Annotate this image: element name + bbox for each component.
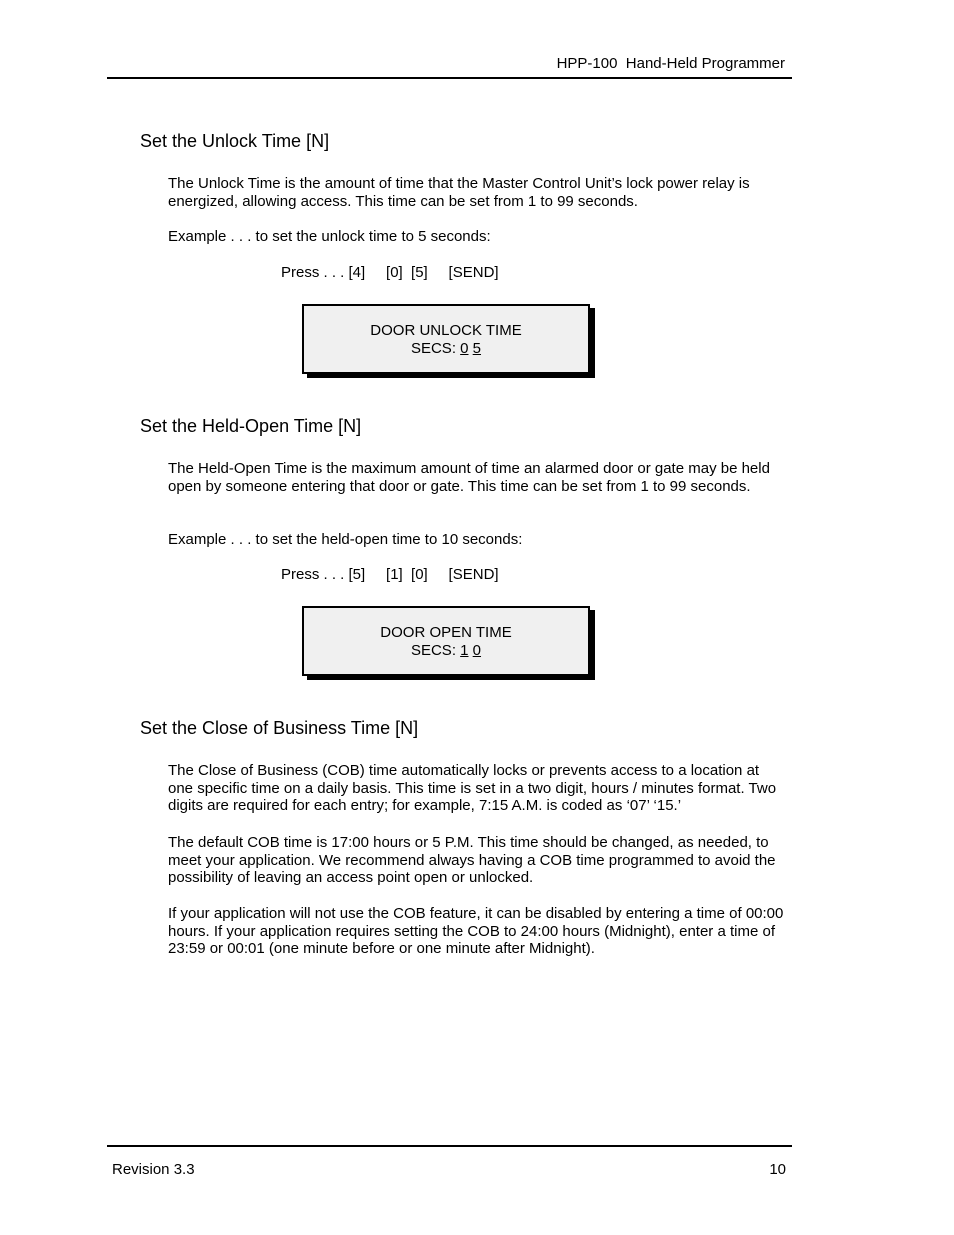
section-heading-unlock-time: Set the Unlock Time [N]	[140, 131, 330, 151]
footer-rule	[107, 1145, 792, 1147]
lcd-digit: 0	[472, 642, 482, 659]
lcd-line-title: DOOR OPEN TIME	[380, 624, 512, 641]
paragraph-held-open-example: Example . . . to set the held-open time to 10 seconds:	[168, 531, 523, 548]
section-heading-cob-time: Set the Close of Business Time [N]	[140, 718, 419, 738]
paragraph-cob-default: The default COB time is 17:00 hours or 5 P.M. This time should be changed, as needed, to meet your application. We recommend always having a COB time programmed to avoid the possibility of leaving an access point open or unlocked.	[168, 834, 776, 887]
paragraph-cob-disable: If your application will not use the COB feature, it can be disabled by entering a time of 00:00 hours. If your application requires setting the COB to 24:00 hours (Midnight), enter a time of 23:59 or 00:01 (one minute before or one minute after Midnight).	[168, 905, 784, 958]
lcd-digit: 1	[460, 642, 469, 659]
paragraph-unlock-time-example: Example . . . to set the unlock time to 5 seconds:	[168, 228, 491, 245]
lcd-digit: 5	[472, 340, 482, 357]
header-rule	[107, 77, 792, 79]
paragraph-unlock-time-description: The Unlock Time is the amount of time that the Master Control Unit’s lock power relay is energized, allowing access. This time can be set from 1 to 99 seconds.	[168, 175, 750, 210]
page-header-title: HPP-100 Hand-Held Programmer	[556, 55, 785, 72]
lcd-display-held-open-time	[302, 606, 590, 676]
press-sequence-unlock-time: Press . . . [4] [0] [5] [SEND]	[281, 264, 499, 281]
lcd-display-unlock-time	[302, 304, 590, 374]
lcd-digit: 0	[460, 340, 469, 357]
press-sequence-held-open-time: Press . . . [5] [1] [0] [SEND]	[281, 566, 499, 583]
footer-page-number: 10	[769, 1161, 786, 1178]
lcd-secs-label: SECS:	[410, 642, 461, 659]
lcd-line-secs	[304, 340, 588, 358]
lcd-secs-label: SECS:	[410, 340, 461, 357]
lcd-line-secs	[304, 642, 588, 660]
footer-revision: Revision 3.3	[112, 1161, 195, 1178]
paragraph-held-open-description: The Held-Open Time is the maximum amount of time an alarmed door or gate may be held open by someone entering that door or gate. This time can be set from 1 to 99 seconds.	[168, 460, 770, 495]
section-heading-held-open-time: Set the Held-Open Time [N]	[140, 416, 362, 436]
lcd-line-title: DOOR UNLOCK TIME	[370, 322, 522, 339]
paragraph-cob-description: The Close of Business (COB) time automatically locks or prevents access to a location at one specific time on a daily basis. This time is set in a two digit, hours / minutes format. Two digits are required for each entry; for example, 7:15 A.M. is coded as ‘07’ ‘15.’	[168, 762, 777, 815]
